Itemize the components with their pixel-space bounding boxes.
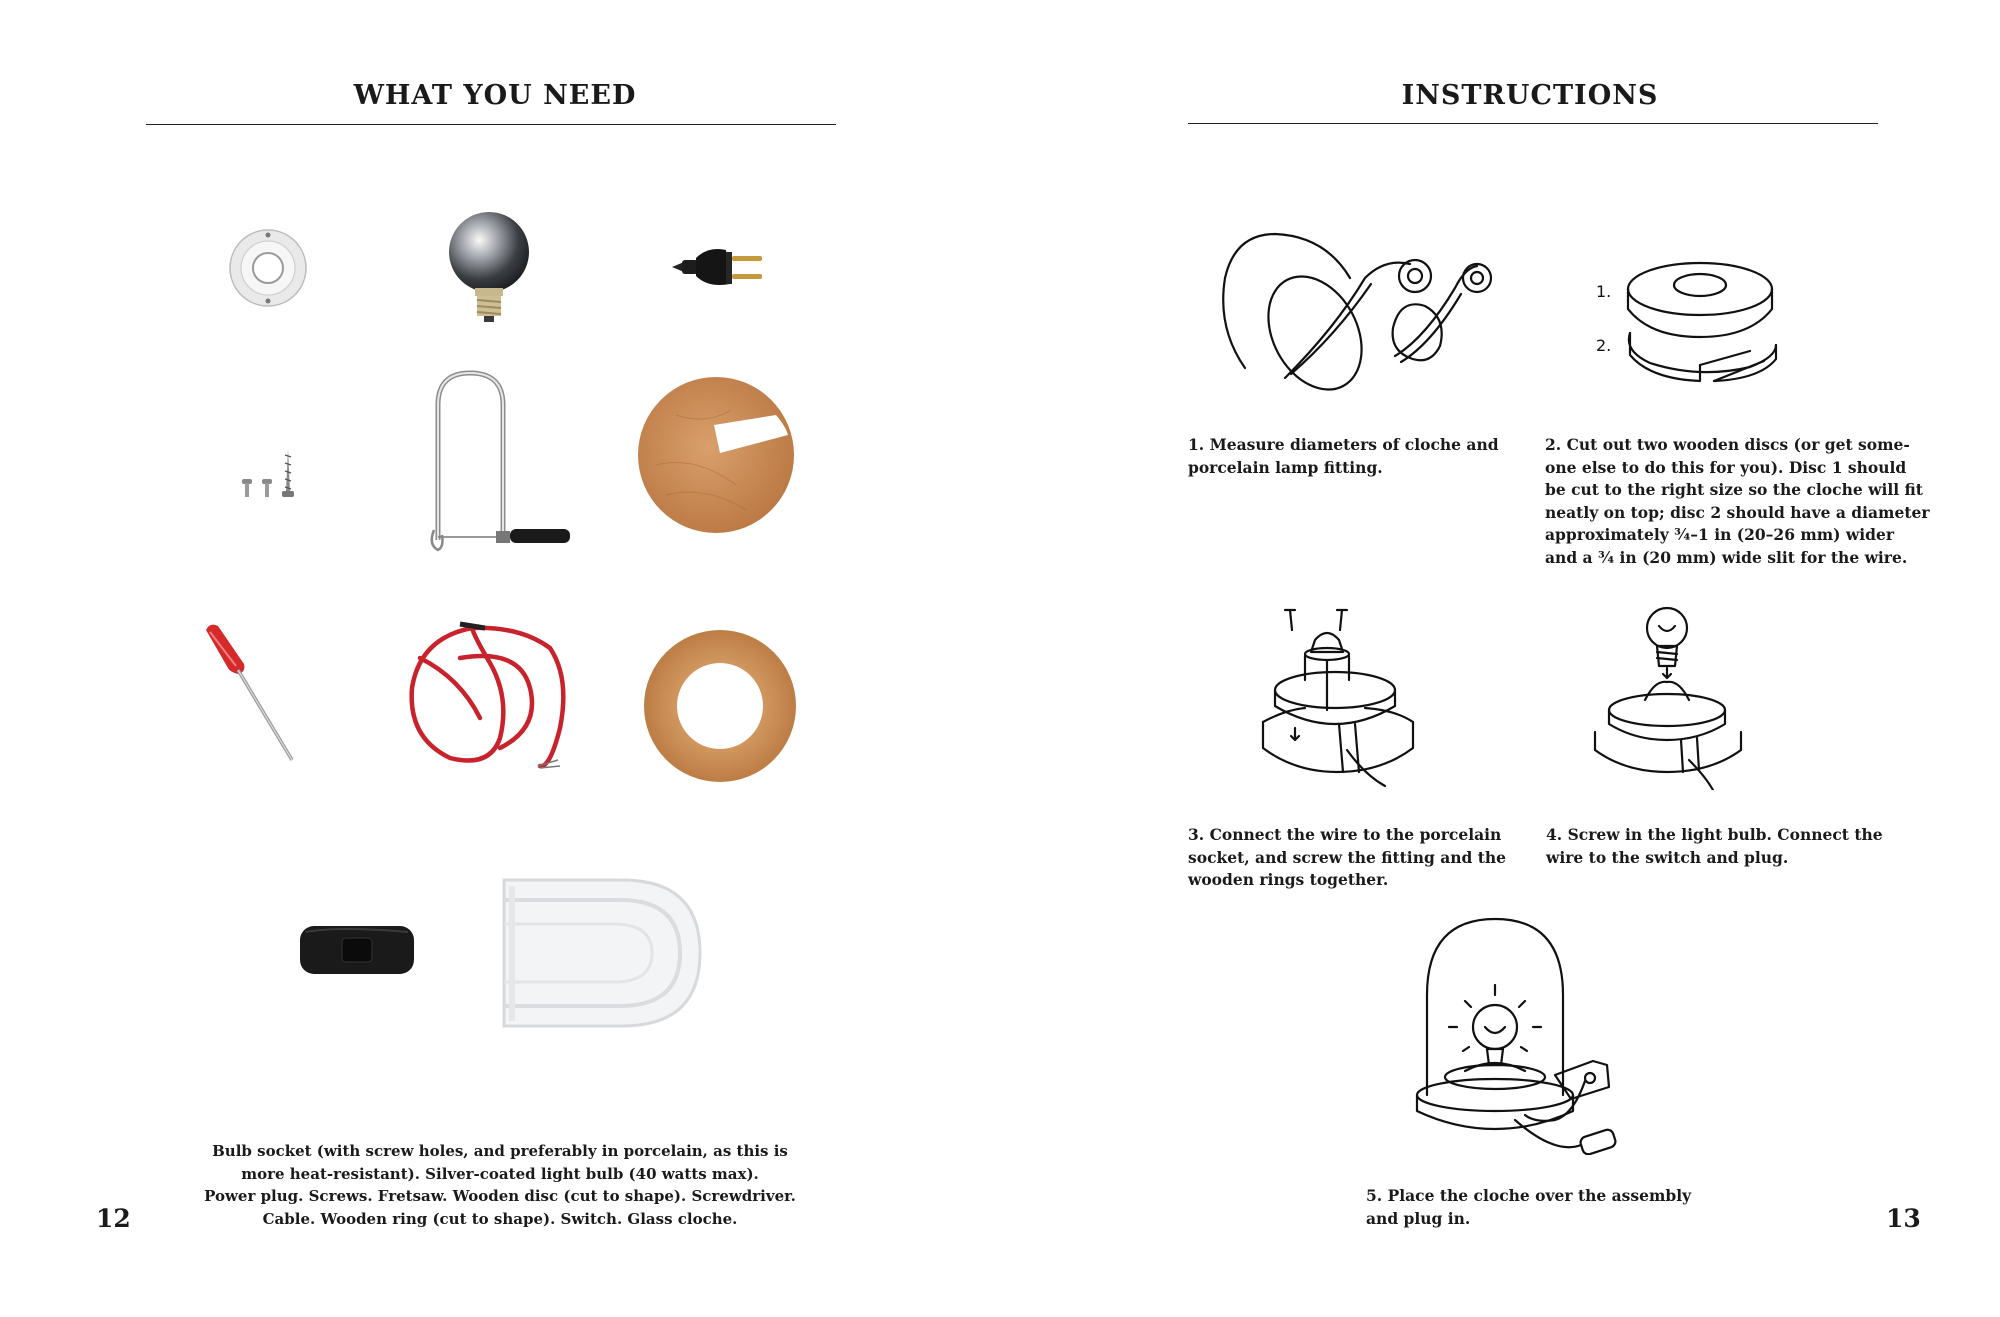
heading-rule: [1188, 123, 1878, 124]
step-line: approximately ¾–1 in (20–26 mm) wider: [1545, 525, 1895, 544]
step-1-caption: [1188, 434, 1499, 479]
step-line: socket, and screw the fitting and the: [1188, 847, 1507, 867]
disc-label-2: 2.: [1596, 336, 1612, 355]
step-line: 2. Cut out two wooden discs (or get some-: [1545, 435, 1910, 454]
screwdriver-image: [200, 620, 310, 770]
step-line: 4. Screw in the light bulb. Connect the: [1546, 825, 1883, 844]
power-plug-image: [668, 240, 773, 295]
switch-image: [298, 922, 416, 978]
screws-image: [238, 445, 308, 505]
heading-rule: [146, 124, 836, 125]
step-line: wire to the switch and plug.: [1546, 847, 1789, 867]
page-number-left: 12: [96, 1204, 131, 1233]
fretsaw-image: [408, 365, 578, 555]
porcelain-socket-image: [226, 226, 310, 310]
page-number-right: 13: [1886, 1204, 1921, 1233]
step-line: 5. Place the cloche over the assembly: [1366, 1186, 1692, 1205]
screw-bulb-illustration: [1585, 600, 1755, 790]
step-line: wooden rings together.: [1188, 870, 1389, 889]
step-line: 3. Connect the wire to the porcelain: [1188, 825, 1502, 844]
caption-line: Power plug. Screws. Fretsaw. Wooden disc (cut to shape). Screwdriver.: [204, 1187, 796, 1205]
red-cable-image: [400, 618, 580, 788]
step-5-caption: [1366, 1185, 1691, 1230]
what-you-need-heading: WHAT YOU NEED: [353, 80, 637, 111]
assemble-socket-illustration: [1255, 600, 1425, 790]
instructions-heading: INSTRUCTIONS: [1401, 80, 1659, 111]
glass-cloche-image: [502, 876, 702, 1030]
caption-line: Cable. Wooden ring (cut to shape). Switch. Glass cloche.: [262, 1209, 738, 1228]
wooden-ring-image: [642, 628, 798, 784]
wooden-disc-image: [636, 375, 796, 535]
caption-line: Bulb socket (with screw holes, and preferably in porcelain, as this is: [212, 1142, 788, 1160]
step-line: neatly on top; disc 2 should have a diameter: [1545, 502, 1930, 522]
step-line: 1. Measure diameters of cloche and: [1188, 435, 1499, 454]
finished-lamp-illustration: [1405, 915, 1650, 1155]
step-line: one else to do this for you). Disc 1 should: [1545, 457, 1907, 477]
silver-light-bulb-image: [442, 210, 536, 325]
two-discs-illustration: [1590, 255, 1790, 395]
step-line: porcelain lamp fitting.: [1188, 457, 1383, 477]
step-line: be cut to the right size so the cloche will fit: [1545, 480, 1923, 499]
materials-caption: [200, 1140, 800, 1230]
right-page: [1000, 0, 2000, 1317]
step-line: and a ¾ in (20 mm) wide slit for the wire.: [1545, 547, 1908, 567]
step-4-caption: [1546, 824, 1883, 869]
step-line: and plug in.: [1366, 1208, 1471, 1228]
step-2-caption: [1545, 434, 1930, 569]
measure-cloche-illustration: [1215, 228, 1505, 398]
step-3-caption: [1188, 824, 1506, 892]
caption-line: more heat-resistant). Silver-coated light bulb (40 watts max).: [241, 1164, 759, 1183]
disc-label-1: 1.: [1596, 282, 1612, 301]
